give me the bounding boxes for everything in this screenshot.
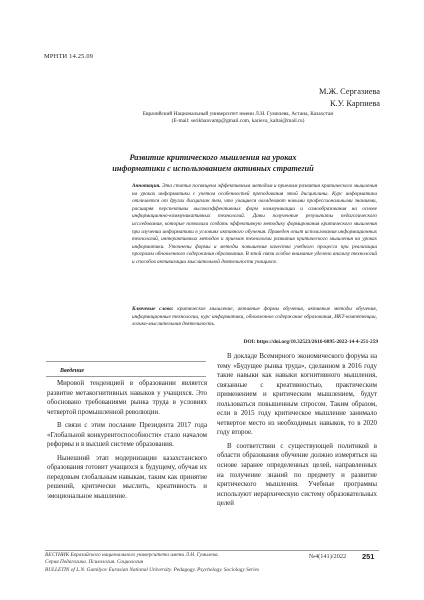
body-paragraph: В соответствии с существующей политикой в области образования обучение должно измеряться на основе заранее определенных целей, направленных на получение знаний по предмету и развитие критического мышления. Учебные программы используют иерархическую систему образовательных целей — [217, 442, 377, 508]
issue-number: №4(141)/2022 — [309, 553, 347, 560]
journal-name-english: BULLETIN of L.N. Gumilyov Eurasian National University. Pedagogy. Psychology. Sociology Series — [45, 566, 260, 573]
affiliation-block — [96, 111, 380, 125]
authors-block — [319, 86, 380, 109]
body-paragraph: Нынешний этап модернизации казахстанского образования готовит учащихся к будущему, обучая их передовым глобальным навыкам, таким как принятие решений, критически мыслить, креативность и эмоциональное мышление. — [47, 454, 207, 501]
keywords-text: критическое мышление, активные формы обучения, активные методы обучения, информационные технологии, курс информатики, обновленное содержание образования, ИКТ-компетенции, логико-мыслительная деятельность. — [132, 306, 378, 328]
author-name: М.Ж. Сергазиева — [318, 87, 380, 96]
title-line: Развитие критического мышления на уроках — [129, 153, 297, 162]
doi-link[interactable]: DOI: https://doi.org/10.32523/2616-6895-2022-14-4-251-259 — [243, 339, 378, 345]
body-paragraph: Мировой тенденцией в образовании является развитие метакогнитивных навыков у учащихся. Это обосновано требованиями рынка труда в условиях четвертой промышленной революции. — [47, 380, 207, 416]
body-paragraph: В докладе Всемирного экономического форума на тему «Будущее рынка труда», сделанном в 2016 году такие навыки как навыки когнитивного мышления, связанные с креативностью, практическим применением и критическим мышлением, будут пользоваться повышенным спросом. Таким образом, если в 2015 году критическое мышление занимало четвертое место из необходимых навыков, то в 2020 году второе. — [217, 353, 377, 437]
body-paragraph: В связи с этим послание Президента 2017 года «Глобальной конкурентоспособности» стало началом реформы и в высшей системе образования. — [47, 422, 207, 449]
journal-name: ВЕСТНИК Евразийского национального университета имени Л.Н. Гумилева. — [45, 552, 219, 558]
abstract-block — [132, 183, 377, 267]
footer-rule — [45, 550, 379, 551]
section-heading-introduction: Введение — [60, 368, 85, 374]
journal-series: Серия Педагогика. Психология. Социология — [45, 559, 144, 566]
article-title — [80, 153, 346, 174]
keywords-block — [132, 306, 377, 329]
intro-top-rule — [46, 361, 206, 362]
author-name: К.У. Карпиева — [329, 98, 380, 108]
abstract-text: Эта статья посвящена эффективным методам и приемам развития критического мышления на уроках информатики с учетом особенностей преподавания этой дисциплины. Курс информатики отличается от других дисциплин тем, что учащиеся овладевают новыми профессиональными знаниями, расширяя перспективы высокоэффективных форм коммуникации и самообразования на основе информационно-коммуникативных технологий. Даны полученные результаты педагогического исследования, которые позволили создать эффективную методику формирования критического мышления при изучении информатики в условиях активного обучения. Приведен опыт использования информационных технологий, интерактивных методов и приемов технологии развития критического мышления на уроках информатики. Уточнены формы и методы повышения качества учебного процесса при реализации программ обновленного содержания образования. В этой связи особое внимание уделено анализу технологий и способов активизации мыслительной деятельности учащихся. — [132, 183, 378, 265]
grnti-code: МРНТИ 14.25.09 — [44, 53, 94, 60]
title-line: информатики с использованием активных стратегий — [112, 163, 314, 173]
text-column-left — [47, 379, 207, 502]
abstract-label: Аннотация. — [132, 183, 161, 189]
keywords-label: Ключевые слова: — [132, 306, 174, 312]
intro-bottom-rule — [46, 376, 206, 377]
page-number: 251 — [362, 552, 375, 561]
affiliation-text: Евразийский Национальный университет имени Л.Н. Гумилева, Астана, Казахстан — [142, 111, 334, 117]
footer-journal-info — [45, 552, 259, 574]
author-emails: (E-mail: serikhanvamp@gmail.com, karieva_kaltai@mail.ru) — [171, 118, 305, 125]
text-column-right — [217, 352, 377, 509]
